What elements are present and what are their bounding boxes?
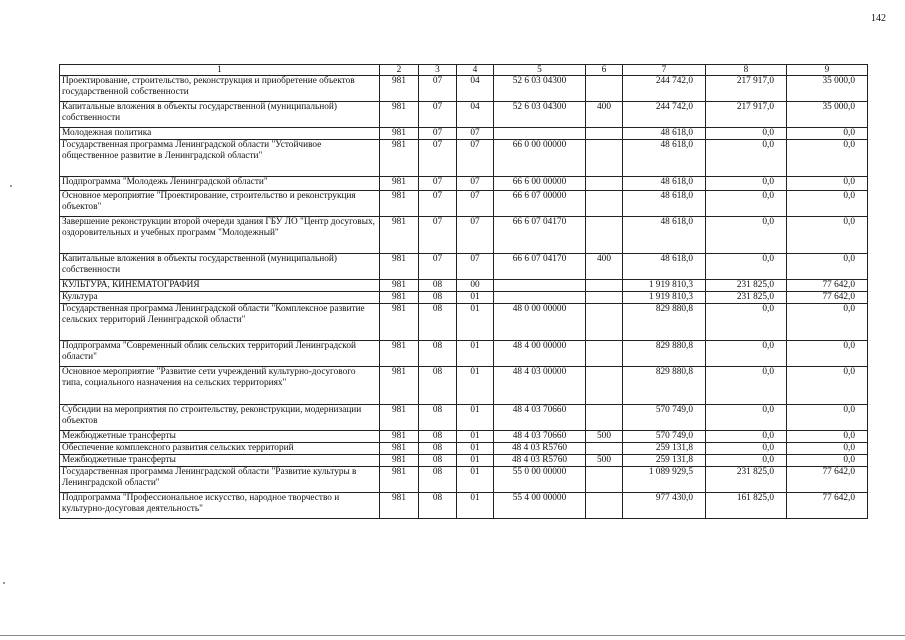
col-header-7: 7 (623, 65, 706, 76)
table-row (60, 217, 868, 254)
cell-amount-9: 0,0 (787, 455, 868, 467)
cell-expense-type (586, 76, 623, 102)
cell-name: Государственная программа Ленинградской области "Комплексное развитие сельских территорий Ленинградской области" (60, 304, 380, 341)
cell-ministry-code: 981 (380, 76, 419, 102)
cell-amount-8: 231 825,0 (706, 292, 787, 304)
cell-subsection-code: 01 (457, 455, 494, 467)
cell-ministry-code: 981 (380, 467, 419, 493)
cell-target-article: 48 4 03 70660 (494, 431, 586, 443)
col-header-5: 5 (494, 65, 586, 76)
table-row (60, 102, 868, 128)
cell-subsection-code: 07 (457, 177, 494, 191)
cell-expense-type (586, 140, 623, 177)
cell-name: Подпрограмма "Молодежь Ленинградской области" (60, 177, 380, 191)
cell-subsection-code: 01 (457, 431, 494, 443)
cell-subsection-code: 07 (457, 140, 494, 177)
cell-name: Государственная программа Ленинградской области "Развитие культуры в Ленинградской области" (60, 467, 380, 493)
cell-ministry-code: 981 (380, 280, 419, 292)
cell-ministry-code: 981 (380, 341, 419, 367)
cell-name: Основное мероприятие "Проектирование, строительство и реконструкция объектов" (60, 191, 380, 217)
cell-target-article: 66 6 07 00000 (494, 191, 586, 217)
cell-amount-8: 217 917,0 (706, 76, 787, 102)
cell-amount-9: 0,0 (787, 405, 868, 431)
table-row (60, 76, 868, 102)
cell-amount-8: 0,0 (706, 443, 787, 455)
table-row (60, 177, 868, 191)
cell-name: Капитальные вложения в объекты государственной (муниципальной) собственности (60, 102, 380, 128)
cell-expense-type (586, 367, 623, 405)
cell-expense-type (586, 304, 623, 341)
col-header-6: 6 (586, 65, 623, 76)
cell-name: Культура (60, 292, 380, 304)
cell-name: КУЛЬТУРА, КИНЕМАТОГРАФИЯ (60, 280, 380, 292)
cell-subsection-code: 01 (457, 443, 494, 455)
cell-section-code: 08 (419, 280, 457, 292)
page-bottom-edge (0, 635, 905, 636)
cell-target-article: 55 0 00 00000 (494, 467, 586, 493)
table-row (60, 304, 868, 341)
table-body (60, 76, 868, 519)
cell-target-article: 66 6 07 04170 (494, 217, 586, 254)
col-header-2: 2 (380, 65, 419, 76)
cell-name: Межбюджетные трансферты (60, 455, 380, 467)
cell-ministry-code: 981 (380, 292, 419, 304)
col-header-9: 9 (787, 65, 868, 76)
cell-expense-type: 400 (586, 254, 623, 280)
cell-expense-type (586, 467, 623, 493)
cell-target-article: 48 4 03 70660 (494, 405, 586, 431)
cell-subsection-code: 01 (457, 493, 494, 519)
cell-section-code: 08 (419, 493, 457, 519)
cell-amount-8: 0,0 (706, 431, 787, 443)
cell-ministry-code: 981 (380, 367, 419, 405)
cell-subsection-code: 01 (457, 341, 494, 367)
cell-subsection-code: 01 (457, 467, 494, 493)
cell-section-code: 07 (419, 140, 457, 177)
cell-amount-8: 231 825,0 (706, 467, 787, 493)
cell-amount-8: 0,0 (706, 217, 787, 254)
cell-expense-type (586, 280, 623, 292)
cell-amount-8: 0,0 (706, 304, 787, 341)
table-row (60, 467, 868, 493)
cell-name: Молодежная политика (60, 128, 380, 140)
cell-expense-type (586, 177, 623, 191)
cell-subsection-code: 04 (457, 76, 494, 102)
cell-subsection-code: 07 (457, 254, 494, 280)
cell-amount-7: 977 430,0 (623, 493, 706, 519)
cell-amount-7: 48 618,0 (623, 254, 706, 280)
cell-amount-7: 48 618,0 (623, 140, 706, 177)
cell-ministry-code: 981 (380, 443, 419, 455)
cell-ministry-code: 981 (380, 140, 419, 177)
cell-name: Подпрограмма "Профессиональное искусство, народное творчество и культурно-досуговая деятельность" (60, 493, 380, 519)
cell-amount-7: 570 749,0 (623, 405, 706, 431)
cell-section-code: 08 (419, 341, 457, 367)
cell-section-code: 08 (419, 455, 457, 467)
cell-subsection-code: 01 (457, 304, 494, 341)
cell-target-article: 52 6 03 04300 (494, 76, 586, 102)
cell-amount-9: 0,0 (787, 191, 868, 217)
cell-target-article: 66 6 00 00000 (494, 177, 586, 191)
cell-subsection-code: 07 (457, 128, 494, 140)
cell-name: Государственная программа Ленинградской области "Устойчивое общественное развитие в Ленинградской области" (60, 140, 380, 177)
table-row (60, 280, 868, 292)
cell-amount-7: 48 618,0 (623, 177, 706, 191)
cell-section-code: 07 (419, 177, 457, 191)
cell-subsection-code: 01 (457, 367, 494, 405)
table-row (60, 140, 868, 177)
table-row (60, 128, 868, 140)
cell-amount-9: 0,0 (787, 341, 868, 367)
cell-expense-type: 500 (586, 455, 623, 467)
cell-target-article (494, 128, 586, 140)
cell-amount-7: 1 919 810,3 (623, 280, 706, 292)
cell-amount-9: 0,0 (787, 443, 868, 455)
cell-name: Проектирование, строительство, реконструкция и приобретение объектов государственной собственности (60, 76, 380, 102)
cell-amount-9: 0,0 (787, 431, 868, 443)
cell-section-code: 08 (419, 367, 457, 405)
cell-amount-9: 0,0 (787, 140, 868, 177)
cell-expense-type (586, 217, 623, 254)
table-row (60, 292, 868, 304)
cell-amount-8: 0,0 (706, 254, 787, 280)
scan-speck (10, 185, 12, 187)
cell-section-code: 08 (419, 304, 457, 341)
col-header-4: 4 (457, 65, 494, 76)
cell-ministry-code: 981 (380, 102, 419, 128)
cell-amount-9: 0,0 (787, 177, 868, 191)
cell-ministry-code: 981 (380, 405, 419, 431)
cell-target-article: 66 6 07 04170 (494, 254, 586, 280)
cell-amount-9: 35 000,0 (787, 76, 868, 102)
cell-expense-type (586, 292, 623, 304)
table-header-row (60, 65, 868, 76)
cell-amount-9: 77 642,0 (787, 292, 868, 304)
cell-amount-7: 1 089 929,5 (623, 467, 706, 493)
cell-amount-7: 48 618,0 (623, 128, 706, 140)
cell-subsection-code: 00 (457, 280, 494, 292)
cell-name: Межбюджетные трансферты (60, 431, 380, 443)
cell-amount-9: 0,0 (787, 304, 868, 341)
col-header-3: 3 (419, 65, 457, 76)
cell-amount-9: 0,0 (787, 254, 868, 280)
cell-amount-7: 259 131,8 (623, 455, 706, 467)
cell-section-code: 08 (419, 405, 457, 431)
budget-table (59, 64, 868, 519)
cell-name: Завершение реконструкции второй очереди здания ГБУ ЛО "Центр досуговых, оздоровительных и учебных программ "Молодежный" (60, 217, 380, 254)
table-row (60, 443, 868, 455)
cell-amount-7: 244 742,0 (623, 102, 706, 128)
cell-expense-type: 400 (586, 102, 623, 128)
table-row (60, 455, 868, 467)
cell-amount-7: 829 880,8 (623, 367, 706, 405)
col-header-8: 8 (706, 65, 787, 76)
cell-ministry-code: 981 (380, 431, 419, 443)
table-row (60, 367, 868, 405)
cell-section-code: 08 (419, 467, 457, 493)
cell-subsection-code: 07 (457, 191, 494, 217)
table-row (60, 341, 868, 367)
table-row (60, 405, 868, 431)
cell-amount-7: 48 618,0 (623, 217, 706, 254)
cell-ministry-code: 981 (380, 177, 419, 191)
cell-ministry-code: 981 (380, 191, 419, 217)
cell-name: Основное мероприятие "Развитие сети учреждений культурно-досугового типа, социального назначения на сельских территориях" (60, 367, 380, 405)
cell-target-article: 48 4 00 00000 (494, 341, 586, 367)
cell-amount-8: 0,0 (706, 405, 787, 431)
cell-section-code: 08 (419, 443, 457, 455)
cell-amount-9: 0,0 (787, 367, 868, 405)
cell-target-article: 52 6 03 04300 (494, 102, 586, 128)
cell-amount-8: 0,0 (706, 128, 787, 140)
cell-ministry-code: 981 (380, 304, 419, 341)
cell-expense-type (586, 341, 623, 367)
cell-target-article: 48 4 03 00000 (494, 367, 586, 405)
cell-section-code: 07 (419, 128, 457, 140)
cell-amount-9: 77 642,0 (787, 493, 868, 519)
cell-amount-9: 35 000,0 (787, 102, 868, 128)
table-row (60, 431, 868, 443)
cell-ministry-code: 981 (380, 254, 419, 280)
cell-name: Капитальные вложения в объекты государственной (муниципальной) собственности (60, 254, 380, 280)
table-row (60, 254, 868, 280)
cell-amount-8: 0,0 (706, 191, 787, 217)
cell-amount-7: 244 742,0 (623, 76, 706, 102)
cell-amount-9: 0,0 (787, 217, 868, 254)
cell-expense-type: 500 (586, 431, 623, 443)
scan-speck (3, 582, 5, 584)
cell-target-article: 48 0 00 00000 (494, 304, 586, 341)
cell-expense-type (586, 443, 623, 455)
cell-amount-8: 161 825,0 (706, 493, 787, 519)
cell-subsection-code: 04 (457, 102, 494, 128)
cell-expense-type (586, 191, 623, 217)
cell-target-article (494, 280, 586, 292)
cell-amount-7: 829 880,8 (623, 341, 706, 367)
cell-section-code: 07 (419, 254, 457, 280)
cell-target-article: 66 0 00 00000 (494, 140, 586, 177)
page-number: 142 (871, 13, 886, 24)
cell-subsection-code: 07 (457, 217, 494, 254)
cell-amount-7: 48 618,0 (623, 191, 706, 217)
cell-section-code: 07 (419, 76, 457, 102)
cell-amount-8: 0,0 (706, 455, 787, 467)
cell-section-code: 08 (419, 292, 457, 304)
cell-section-code: 07 (419, 217, 457, 254)
cell-amount-8: 0,0 (706, 367, 787, 405)
cell-amount-7: 829 880,8 (623, 304, 706, 341)
cell-amount-8: 0,0 (706, 140, 787, 177)
cell-expense-type (586, 405, 623, 431)
cell-name: Подпрограмма "Современный облик сельских территорий Ленинградской области" (60, 341, 380, 367)
cell-amount-9: 77 642,0 (787, 467, 868, 493)
col-header-1: 1 (60, 65, 380, 76)
table-row (60, 191, 868, 217)
cell-amount-8: 0,0 (706, 341, 787, 367)
cell-target-article: 48 4 03 R5760 (494, 455, 586, 467)
cell-ministry-code: 981 (380, 455, 419, 467)
cell-name: Субсидии на мероприятия по строительству, реконструкции, модернизации объектов (60, 405, 380, 431)
cell-ministry-code: 981 (380, 493, 419, 519)
cell-section-code: 07 (419, 102, 457, 128)
cell-amount-7: 259 131,8 (623, 443, 706, 455)
cell-subsection-code: 01 (457, 405, 494, 431)
cell-ministry-code: 981 (380, 217, 419, 254)
cell-ministry-code: 981 (380, 128, 419, 140)
cell-section-code: 07 (419, 191, 457, 217)
cell-amount-9: 77 642,0 (787, 280, 868, 292)
cell-target-article: 48 4 03 R5760 (494, 443, 586, 455)
cell-amount-8: 0,0 (706, 177, 787, 191)
cell-target-article (494, 292, 586, 304)
cell-target-article: 55 4 00 00000 (494, 493, 586, 519)
cell-amount-7: 570 749,0 (623, 431, 706, 443)
cell-section-code: 08 (419, 431, 457, 443)
cell-amount-8: 217 917,0 (706, 102, 787, 128)
cell-amount-9: 0,0 (787, 128, 868, 140)
cell-expense-type (586, 128, 623, 140)
cell-amount-7: 1 919 810,3 (623, 292, 706, 304)
cell-amount-8: 231 825,0 (706, 280, 787, 292)
cell-subsection-code: 01 (457, 292, 494, 304)
cell-expense-type (586, 493, 623, 519)
cell-name: Обеспечение комплексного развития сельских территорий (60, 443, 380, 455)
table-row (60, 493, 868, 519)
